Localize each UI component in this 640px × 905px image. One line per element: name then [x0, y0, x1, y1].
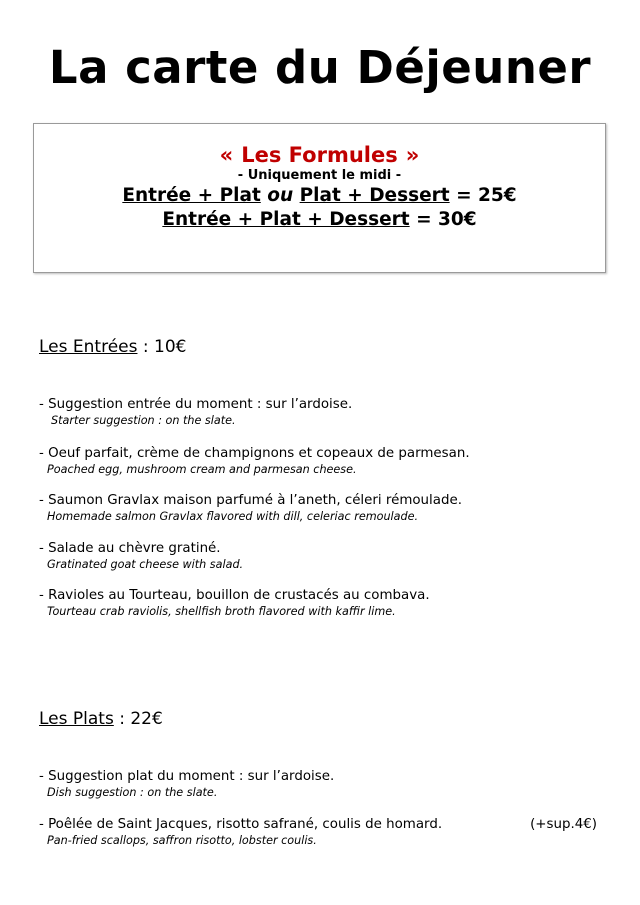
formule-price-2: = 30€ [416, 209, 477, 230]
menu-item [39, 540, 609, 572]
formule-option-full: Entrée + Plat + Dessert [162, 209, 410, 230]
formule-option-b: Plat + Dessert [299, 185, 450, 206]
item-name-en: Starter suggestion : on the slate. [51, 414, 236, 427]
section-price: : 22€ [119, 709, 163, 729]
menu-item [39, 396, 609, 428]
formules-title [34, 142, 605, 168]
item-name-en: Poached egg, mushroom cream and parmesan cheese. [47, 463, 357, 476]
formules-box [33, 123, 606, 273]
menu-item [39, 587, 609, 619]
close-quote: » [405, 143, 420, 167]
section-name: Les Entrées [39, 337, 138, 357]
item-name-en: Homemade salmon Gravlax flavored with dill, celeriac remoulade. [47, 510, 419, 523]
item-name-en: Gratinated goat cheese with salad. [47, 558, 244, 571]
section-name: Les Plats [39, 709, 114, 729]
item-name-fr: - Saumon Gravlax maison parfumé à l’aneth, céleri rémoulade. [39, 493, 462, 508]
formule-price-1: = 25€ [456, 185, 517, 206]
item-name-en: Dish suggestion : on the slate. [47, 786, 218, 799]
item-supplement: (+sup.4€) [530, 817, 597, 832]
formule-or: ou [267, 185, 294, 206]
formules-name: Les Formules [241, 143, 398, 167]
section-price: : 10€ [142, 337, 187, 357]
formule-option-a: Entrée + Plat [122, 185, 261, 206]
item-name-fr: - Poêlée de Saint Jacques, risotto safrané, coulis de homard. [39, 817, 443, 832]
item-name-fr: - Suggestion entrée du moment : sur l’ardoise. [39, 397, 353, 412]
menu-item [39, 445, 609, 477]
formule-line-1 [34, 184, 605, 208]
section-heading-plats [39, 708, 163, 730]
item-name-en: Pan-fried scallops, saffron risotto, lobster coulis. [47, 834, 317, 847]
section-heading-entrees [39, 336, 186, 358]
open-quote: « [219, 143, 234, 167]
formules-note: - Uniquement le midi - [237, 168, 402, 183]
page-title: La carte du Déjeuner [48, 41, 592, 94]
item-name-fr: - Oeuf parfait, crème de champignons et copeaux de parmesan. [39, 446, 470, 461]
item-name-fr: - Salade au chèvre gratiné. [39, 541, 221, 556]
item-name-en: Tourteau crab raviolis, shellfish broth flavored with kaffir lime. [47, 605, 396, 618]
item-name-fr: - Ravioles au Tourteau, bouillon de crustacés au combava. [39, 588, 430, 603]
menu-item [39, 768, 609, 800]
menu-item [39, 816, 609, 848]
formule-line-2 [34, 208, 605, 232]
menu-item [39, 492, 609, 524]
item-name-fr: - Suggestion plat du moment : sur l’ardoise. [39, 769, 335, 784]
